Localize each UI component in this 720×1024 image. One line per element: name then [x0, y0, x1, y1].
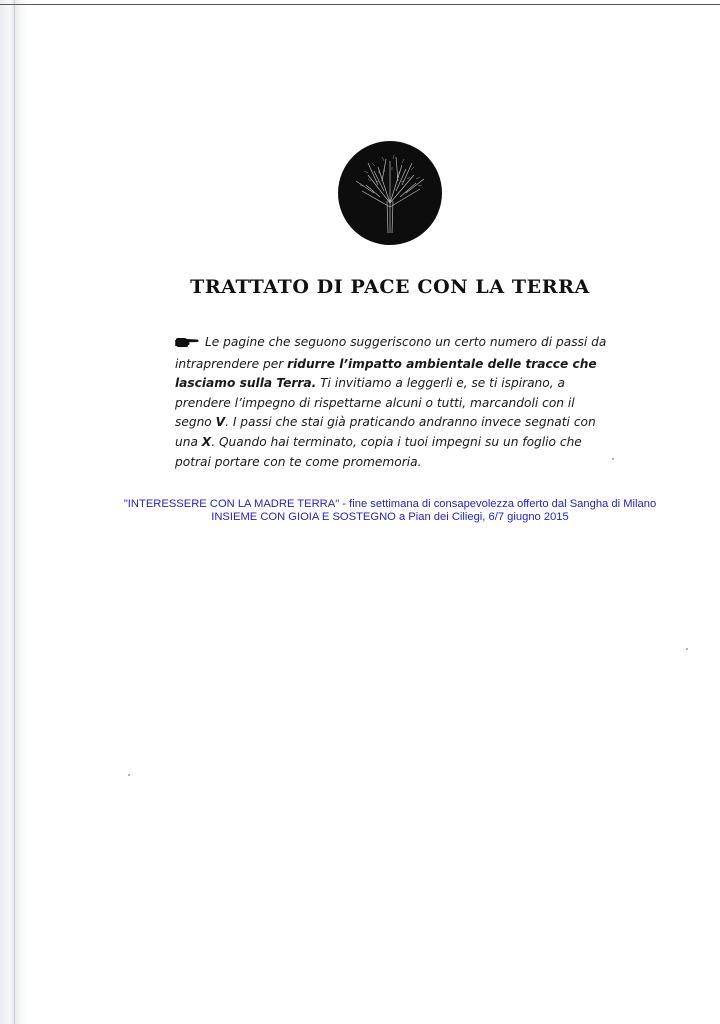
- scan-speck: [128, 774, 130, 776]
- mark-x-symbol: X: [201, 434, 212, 449]
- page-title: TRATTATO DI PACE CON LA TERRA: [190, 276, 590, 298]
- scan-speck: [612, 458, 614, 460]
- intro-text-4: . Quando hai terminato, copia i tuoi impegni su un foglio che potrai portare con te come promemoria.: [175, 434, 582, 469]
- event-footer-note: [0, 498, 720, 524]
- intro-text-1: Le pagine che seguono suggeriscono un certo numero di passi da intraprendere per: [175, 335, 607, 371]
- intro-text-3: . I passi che stai già praticando andranno invece segnati con una: [175, 415, 596, 449]
- intro-text-2: Ti invitiamo a leggerli e, se ti ispirano, a prendere l’impegno di rispettarne alcuni o tutti, marcandoli con il segno: [175, 376, 575, 430]
- intro-bold-text: ridurre l’impatto ambientale delle tracce che lasciamo sulla Terra.: [175, 356, 597, 391]
- pointing-hand-icon: [175, 335, 199, 355]
- intro-paragraph: [175, 333, 611, 472]
- scan-speck: [686, 648, 688, 650]
- tree-emblem-icon: [338, 141, 442, 245]
- mark-v-symbol: V: [215, 415, 226, 430]
- footer-line-1: "INTERESSERE CON LA MADRE TERRA" - fine settimana di consapevolezza offerto dal Sangha di Milano: [123, 498, 657, 510]
- footer-line-2: INSIEME CON GIOIA E SOSTEGNO a Pian dei Ciliegi, 6/7 giugno 2015: [211, 511, 569, 523]
- scan-top-line: [0, 4, 720, 5]
